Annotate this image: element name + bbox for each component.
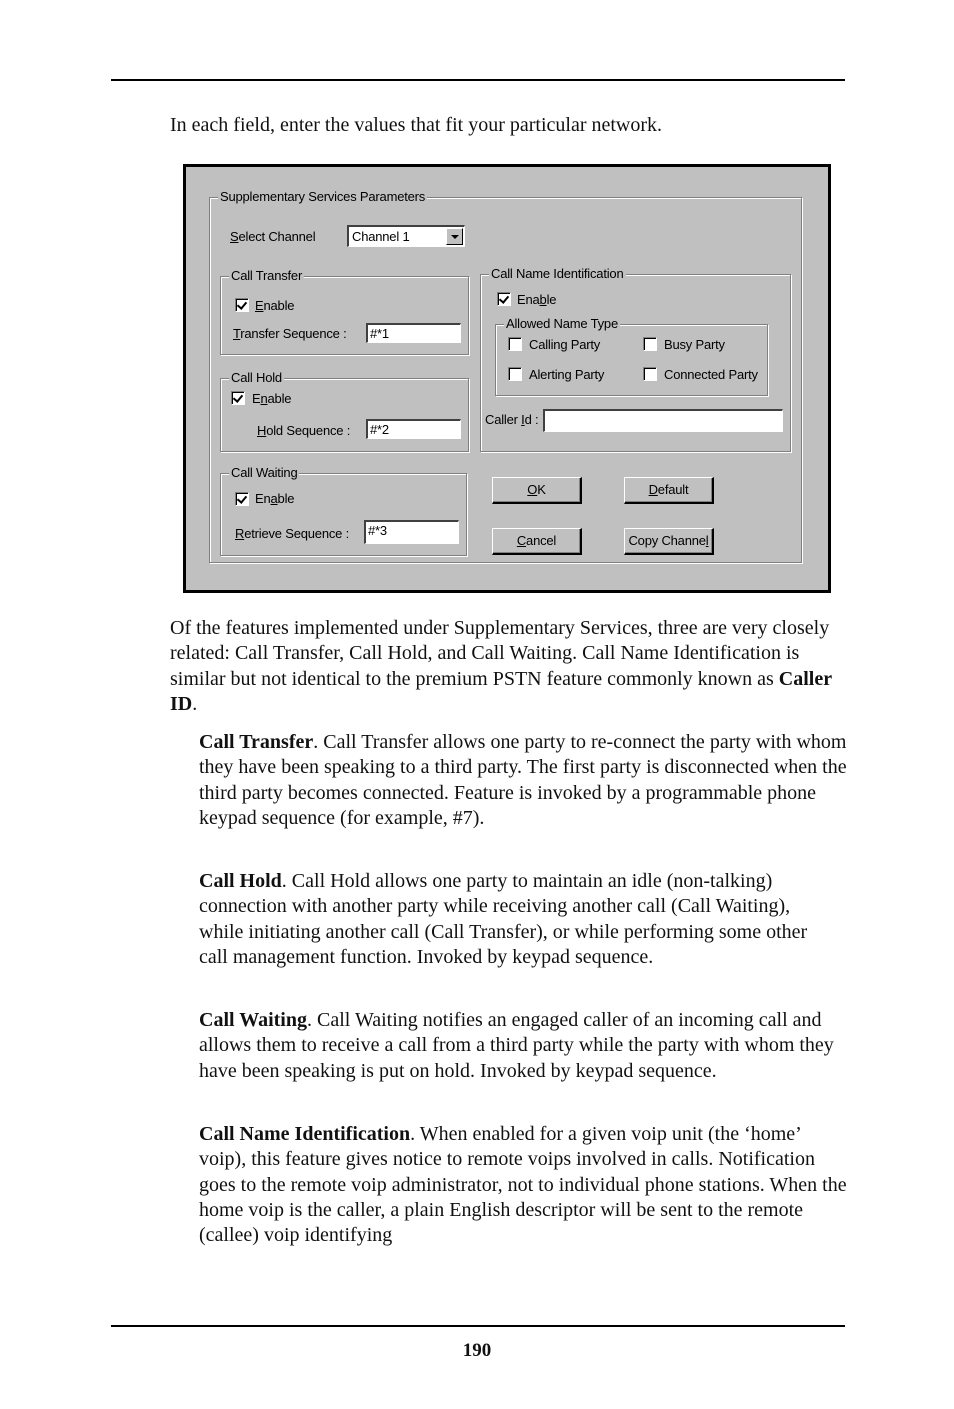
calling-party-checkbox[interactable] (508, 337, 522, 351)
copy-channel-button[interactable]: Copy Channel (624, 528, 714, 555)
footer-rule (111, 1325, 845, 1327)
call-waiting-paragraph: Call Waiting. Call Waiting notifies an engaged caller of an incoming call and allows them to receive a call from a third party while the party with whom they have been speaking is put on hold. Invoked by keypad sequence. (199, 1009, 834, 1082)
alerting-party-label[interactable]: Alerting Party (529, 367, 605, 382)
supplementary-services-dialog (183, 164, 831, 593)
overview-paragraph: Of the features implemented under Supplementary Services, three are very closely related: Call Transfer, Call Hold, and Call Waiting. Call Name Identification is similar but not identical to the premium PSTN feature commonly known as Caller ID. (170, 617, 832, 715)
default-button[interactable]: Default (624, 477, 714, 504)
channel-select-value: Channel 1 (352, 229, 410, 244)
chevron-down-icon[interactable] (446, 228, 463, 245)
transfer-sequence-label: Transfer Sequence : (233, 326, 347, 341)
caller-id-input[interactable] (543, 409, 783, 432)
call-transfer-title: Call Transfer (231, 268, 303, 283)
page-number: 190 (462, 1340, 492, 1361)
intro-text: In each field, enter the values that fit your particular network. (170, 114, 663, 136)
alerting-party-checkbox[interactable] (508, 367, 522, 381)
call-name-identification-paragraph: Call Name Identification. When enabled for a given voip unit (the ‘home’ voip), this feature gives notice to remote voips involved in calls. Notification goes to the remote voip administrator, not to individual phone stations. When the home voip is the caller, a plain English descriptor will be sent to the remote (callee) voip identifying (199, 1123, 847, 1247)
ok-button[interactable]: OK (492, 477, 582, 504)
call-waiting-enable-checkbox[interactable] (235, 492, 249, 506)
call-hold-group (220, 370, 469, 452)
call-transfer-group (220, 268, 469, 355)
connected-party-checkbox[interactable] (643, 367, 657, 381)
group-title: Supplementary Services Parameters (220, 189, 426, 204)
call-hold-enable-checkbox[interactable] (231, 391, 245, 405)
transfer-sequence-input[interactable]: #*1 (366, 323, 461, 343)
calling-party-label[interactable]: Calling Party (529, 337, 601, 352)
hold-sequence-label: Hold Sequence : (257, 423, 351, 438)
call-transfer-enable-checkbox[interactable] (235, 298, 249, 312)
allowed-name-type-group (495, 316, 768, 396)
retrieve-sequence-input[interactable]: #*3 (364, 520, 459, 544)
channel-select[interactable] (347, 225, 465, 247)
busy-party-label[interactable]: Busy Party (664, 337, 725, 352)
call-name-identification-title: Call Name Identification (491, 266, 624, 281)
retrieve-sequence-label: Retrieve Sequence : (235, 526, 350, 541)
call-transfer-paragraph: Call Transfer. Call Transfer allows one party to re-connect the party with whom they have been speaking to a third party. The first party is disconnected when the third party becomes connected. Feature is invoked by a programmable phone keypad sequence (for example, #7). (199, 731, 847, 829)
call-name-id-enable-checkbox[interactable] (497, 292, 511, 306)
call-waiting-title: Call Waiting (231, 465, 298, 480)
call-name-id-enable-label[interactable]: Enable (517, 292, 557, 307)
allowed-name-type-title: Allowed Name Type (506, 316, 618, 331)
call-transfer-enable-label[interactable]: Enable (255, 298, 295, 313)
connected-party-label[interactable]: Connected Party (664, 367, 758, 382)
busy-party-checkbox[interactable] (643, 337, 657, 351)
call-waiting-enable-label[interactable]: Enable (255, 491, 295, 506)
call-hold-title: Call Hold (231, 370, 282, 385)
caller-id-label: Caller Id : (485, 412, 539, 427)
hold-sequence-input[interactable]: #*2 (366, 419, 461, 439)
call-hold-enable-label[interactable]: Enable (252, 391, 292, 406)
call-hold-paragraph: Call Hold. Call Hold allows one party to maintain an idle (non-talking) connection with another party while receiving another call (Call Waiting), while initiating another call (Call Transfer), or while performing some other call management function. Invoked by keypad sequence. (199, 870, 808, 968)
cancel-button[interactable]: Cancel (492, 528, 582, 555)
header-rule (111, 79, 845, 81)
select-channel-label: Select Channel (230, 229, 316, 244)
